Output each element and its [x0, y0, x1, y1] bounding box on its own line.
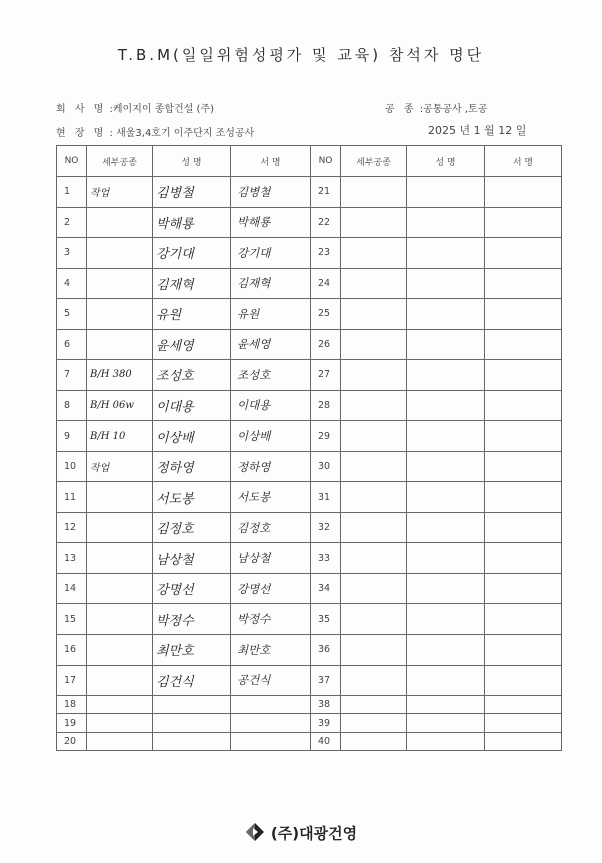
- row-number: 13: [57, 543, 87, 574]
- signature-cell: 김병철: [231, 177, 311, 208]
- signature-cell: [485, 238, 562, 269]
- signature-cell: [485, 604, 562, 635]
- row-number: 19: [57, 714, 87, 732]
- trade-cell: B/H 380: [87, 360, 153, 391]
- trade-cell: B/H 06w: [87, 390, 153, 421]
- signature-cell: [231, 732, 311, 750]
- signature-cell: 박정수: [231, 604, 311, 635]
- signature-cell: [485, 482, 562, 513]
- trade-cell: [341, 482, 407, 513]
- table-row: [57, 696, 562, 714]
- trade-row: [385, 100, 487, 115]
- signature-cell: 김재혁: [231, 268, 311, 299]
- trade-cell: [87, 732, 153, 750]
- footer-company: [0, 822, 602, 846]
- column-header: 세부공종: [87, 146, 153, 177]
- table-row: [57, 604, 562, 635]
- site-label: 현 장 명: [56, 128, 107, 139]
- signature-cell: [231, 714, 311, 732]
- trade-cell: [87, 207, 153, 238]
- trade-cell: [87, 512, 153, 543]
- name-cell: 정하영: [153, 451, 231, 482]
- column-header: 성 명: [407, 146, 485, 177]
- name-cell: [153, 696, 231, 714]
- signature-cell: 최만호: [231, 634, 311, 665]
- signature-cell: 윤세영: [231, 329, 311, 360]
- trade-cell: [87, 238, 153, 269]
- table-row: [57, 238, 562, 269]
- trade-cell: [341, 573, 407, 604]
- signature-cell: 남상철: [231, 543, 311, 574]
- table-row: [57, 177, 562, 208]
- table-row: [57, 360, 562, 391]
- table-row: [57, 451, 562, 482]
- name-cell: [407, 512, 485, 543]
- row-number: 17: [57, 665, 87, 696]
- table-row: [57, 665, 562, 696]
- name-cell: 박해룡: [153, 207, 231, 238]
- signature-cell: 서도봉: [231, 482, 311, 513]
- row-number: 7: [57, 360, 87, 391]
- name-cell: [407, 573, 485, 604]
- signature-cell: [485, 543, 562, 574]
- row-number: 38: [311, 696, 341, 714]
- row-number: 23: [311, 238, 341, 269]
- footer-company-name: (주)대광건영: [270, 824, 358, 843]
- signature-cell: [485, 268, 562, 299]
- name-cell: 최만호: [153, 634, 231, 665]
- row-number: 35: [311, 604, 341, 635]
- date-text: 2025 년 1 월 12 일: [428, 124, 527, 137]
- row-number: 36: [311, 634, 341, 665]
- table-row: [57, 299, 562, 330]
- signature-cell: 박해룡: [231, 207, 311, 238]
- signature-cell: [485, 714, 562, 732]
- name-cell: [407, 482, 485, 513]
- row-number: 29: [311, 421, 341, 452]
- signature-cell: [485, 512, 562, 543]
- trade-cell: 작업: [87, 451, 153, 482]
- row-number: 18: [57, 696, 87, 714]
- name-cell: 이상배: [153, 421, 231, 452]
- trade-cell: [341, 665, 407, 696]
- name-cell: 유원: [153, 299, 231, 330]
- name-cell: 서도봉: [153, 482, 231, 513]
- row-number: 4: [57, 268, 87, 299]
- table-row: [57, 390, 562, 421]
- trade-cell: [87, 573, 153, 604]
- name-cell: [407, 268, 485, 299]
- trade-cell: [341, 238, 407, 269]
- trade-cell: [341, 360, 407, 391]
- trade-cell: 작업: [87, 177, 153, 208]
- diamond-arrow-logo-icon: [245, 822, 265, 846]
- trade-value: :공통공사 ,토공: [419, 104, 488, 115]
- signature-cell: [485, 732, 562, 750]
- column-header: NO: [57, 146, 87, 177]
- name-cell: 강명선: [153, 573, 231, 604]
- table-row: [57, 512, 562, 543]
- trade-cell: [341, 268, 407, 299]
- row-number: 6: [57, 329, 87, 360]
- table-row: [57, 329, 562, 360]
- row-number: 5: [57, 299, 87, 330]
- table-row: [57, 268, 562, 299]
- trade-cell: [87, 329, 153, 360]
- table-row: [57, 421, 562, 452]
- trade-cell: [341, 634, 407, 665]
- signature-cell: [485, 390, 562, 421]
- trade-cell: [87, 543, 153, 574]
- signature-cell: [485, 329, 562, 360]
- site-value: : 새울3,4호기 이주단지 조성공사: [109, 128, 255, 139]
- trade-cell: [87, 482, 153, 513]
- row-number: 12: [57, 512, 87, 543]
- row-number: 33: [311, 543, 341, 574]
- signature-cell: [231, 696, 311, 714]
- signature-cell: [485, 451, 562, 482]
- row-number: 1: [57, 177, 87, 208]
- table-row: [57, 573, 562, 604]
- column-header: 성 명: [153, 146, 231, 177]
- signature-cell: [485, 299, 562, 330]
- name-cell: [407, 451, 485, 482]
- row-number: 26: [311, 329, 341, 360]
- name-cell: [407, 604, 485, 635]
- header-row: [57, 146, 562, 177]
- row-number: 9: [57, 421, 87, 452]
- trade-cell: [341, 421, 407, 452]
- name-cell: [407, 732, 485, 750]
- name-cell: 남상철: [153, 543, 231, 574]
- signature-cell: 강기대: [231, 238, 311, 269]
- row-number: 8: [57, 390, 87, 421]
- name-cell: [407, 238, 485, 269]
- table-row: [57, 207, 562, 238]
- name-cell: 윤세영: [153, 329, 231, 360]
- signature-cell: [485, 573, 562, 604]
- trade-cell: [87, 665, 153, 696]
- row-number: 10: [57, 451, 87, 482]
- trade-cell: [341, 177, 407, 208]
- table-row: [57, 482, 562, 513]
- trade-cell: [341, 543, 407, 574]
- signature-cell: [485, 421, 562, 452]
- trade-cell: [341, 732, 407, 750]
- trade-cell: B/H 10: [87, 421, 153, 452]
- name-cell: 강기대: [153, 238, 231, 269]
- table-row: [57, 543, 562, 574]
- name-cell: [407, 390, 485, 421]
- trade-cell: [87, 696, 153, 714]
- signature-cell: 조성호: [231, 360, 311, 391]
- signature-cell: [485, 207, 562, 238]
- row-number: 11: [57, 482, 87, 513]
- column-header: 세부공종: [341, 146, 407, 177]
- row-number: 3: [57, 238, 87, 269]
- row-number: 30: [311, 451, 341, 482]
- name-cell: [407, 299, 485, 330]
- name-cell: 김건식: [153, 665, 231, 696]
- signature-cell: 강명선: [231, 573, 311, 604]
- row-number: 24: [311, 268, 341, 299]
- trade-cell: [341, 329, 407, 360]
- signature-cell: 이대용: [231, 390, 311, 421]
- name-cell: [407, 360, 485, 391]
- row-number: 2: [57, 207, 87, 238]
- trade-cell: [341, 390, 407, 421]
- row-number: 16: [57, 634, 87, 665]
- row-number: 14: [57, 573, 87, 604]
- row-number: 39: [311, 714, 341, 732]
- table-row: [57, 634, 562, 665]
- trade-cell: [87, 268, 153, 299]
- name-cell: [407, 207, 485, 238]
- trade-label: 공 종: [385, 104, 417, 115]
- name-cell: [153, 714, 231, 732]
- signature-cell: [485, 665, 562, 696]
- name-cell: 박정수: [153, 604, 231, 635]
- name-cell: 김병철: [153, 177, 231, 208]
- trade-cell: [341, 207, 407, 238]
- name-cell: [407, 329, 485, 360]
- signature-cell: 정하영: [231, 451, 311, 482]
- name-cell: [407, 543, 485, 574]
- name-cell: 이대용: [153, 390, 231, 421]
- name-cell: 김재혁: [153, 268, 231, 299]
- site-row: [56, 124, 254, 139]
- row-number: 37: [311, 665, 341, 696]
- document-title: T.B.M(일일위험성평가 및 교육) 참석자 명단: [117, 46, 485, 64]
- trade-cell: [341, 451, 407, 482]
- signature-cell: 김정호: [231, 512, 311, 543]
- row-number: 40: [311, 732, 341, 750]
- trade-cell: [341, 714, 407, 732]
- signature-cell: [485, 696, 562, 714]
- company-value: :케이지이 종합건설 (주): [109, 104, 215, 115]
- name-cell: 김정호: [153, 512, 231, 543]
- signature-cell: 이상배: [231, 421, 311, 452]
- trade-cell: [87, 299, 153, 330]
- signature-cell: [485, 177, 562, 208]
- trade-cell: [341, 604, 407, 635]
- trade-cell: [87, 604, 153, 635]
- row-number: 28: [311, 390, 341, 421]
- company-row: [56, 100, 214, 115]
- attendee-table: [56, 145, 562, 751]
- name-cell: [407, 714, 485, 732]
- signature-cell: 공건식: [231, 665, 311, 696]
- trade-cell: [341, 299, 407, 330]
- signature-cell: [485, 634, 562, 665]
- column-header: 서 명: [485, 146, 562, 177]
- name-cell: [153, 732, 231, 750]
- row-number: 25: [311, 299, 341, 330]
- trade-cell: [87, 634, 153, 665]
- name-cell: [407, 634, 485, 665]
- row-number: 20: [57, 732, 87, 750]
- trade-cell: [341, 512, 407, 543]
- row-number: 15: [57, 604, 87, 635]
- column-header: 서 명: [231, 146, 311, 177]
- name-cell: [407, 665, 485, 696]
- name-cell: [407, 696, 485, 714]
- row-number: 31: [311, 482, 341, 513]
- column-header: NO: [311, 146, 341, 177]
- row-number: 22: [311, 207, 341, 238]
- row-number: 32: [311, 512, 341, 543]
- row-number: 34: [311, 573, 341, 604]
- row-number: 27: [311, 360, 341, 391]
- trade-cell: [341, 696, 407, 714]
- company-label: 회 사 명: [56, 104, 107, 115]
- table-row: [57, 732, 562, 750]
- table-row: [57, 714, 562, 732]
- name-cell: 조성호: [153, 360, 231, 391]
- signature-cell: 유원: [231, 299, 311, 330]
- row-number: 21: [311, 177, 341, 208]
- name-cell: [407, 177, 485, 208]
- trade-cell: [87, 714, 153, 732]
- signature-cell: [485, 360, 562, 391]
- name-cell: [407, 421, 485, 452]
